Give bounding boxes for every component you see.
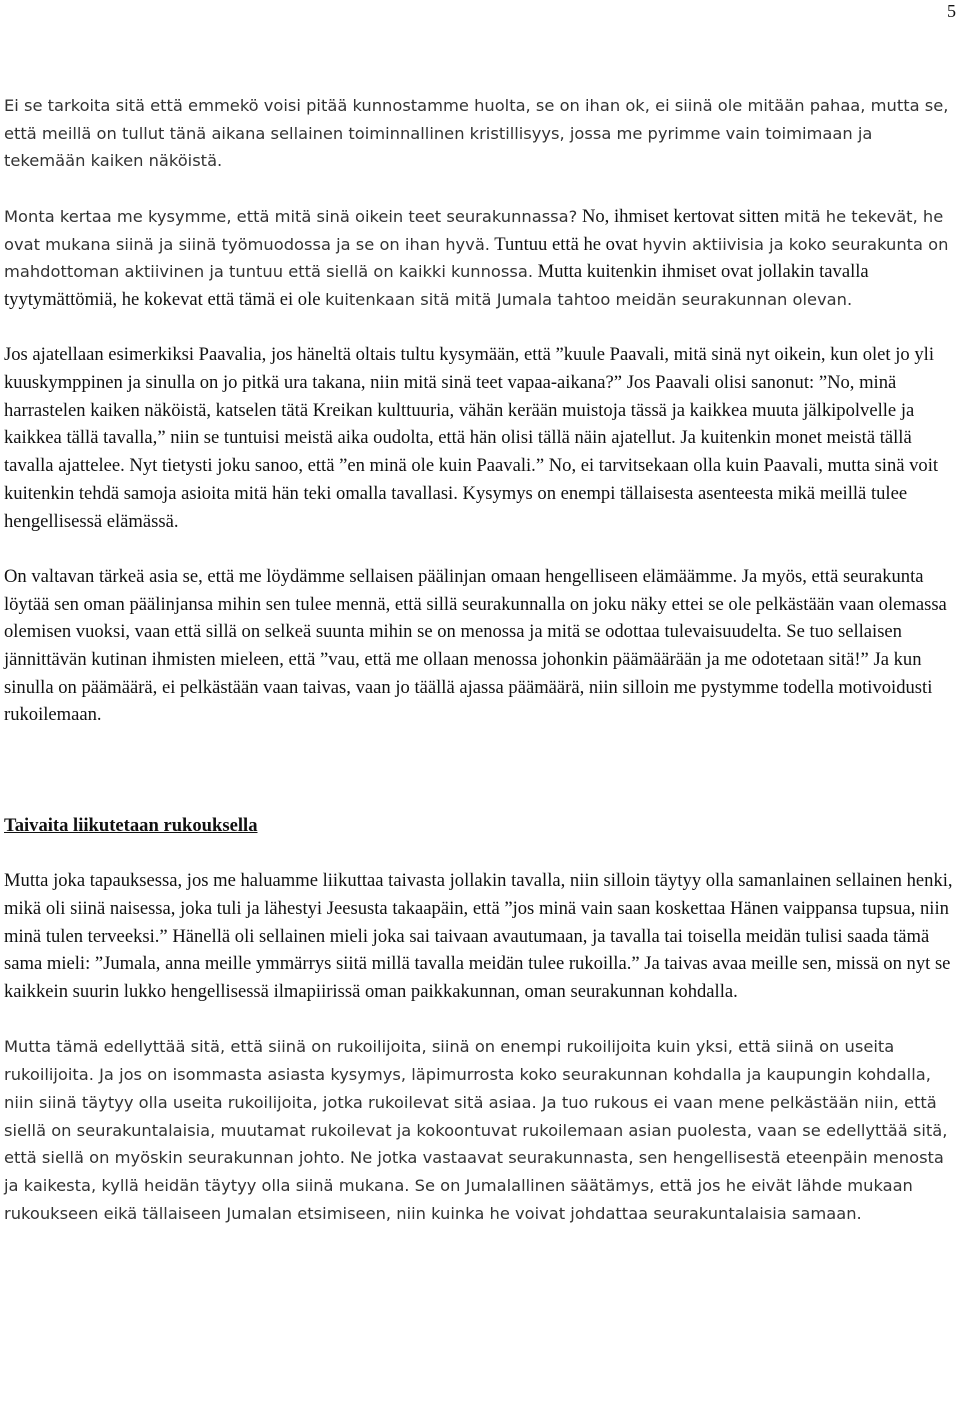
text-run: No, ihmiset kertovat sitten: [577, 205, 784, 227]
paragraph: [4, 203, 958, 314]
paragraph: [4, 867, 958, 1006]
text-run: Jos ajatellaan esimerkiksi Paavalia, jos häneltä oltais tultu kysymään, että ”kuule Paavali, mitä sinä nyt oikein, kun olet jo yli kuuskymppinen ja sinulla on jo pitkä ura takana, niin mitä sinä teet vapaa-aikana?” Jos Paavali olisi sanonut: ”No, minä harrastelen kaiken näköistä, katselen tätä Kreikan kulttuuria, vähän kerään muistoja tässä ja kaikkea muuta jälkipolvelle ja kaikkea tällä tavalla,” niin se tuntuisi meistä aika oudolta, että hän olisi tällä näin ajatellut. Ja kuitenkin monet meistä tällä tavalla ajattelee. Nyt tietysti joku sanoo, että ”en minä ole kuin Paavali.” No, ei tarvitsekaan olla kuin Paavali, mutta sinä voit kuitenkin tehdä samoja asioita mitä hän teki omalla tavallasi. Kysymys on enempi tällaisesta asenteesta mikä meillä tulee hengellisessä elämässä.: [4, 344, 939, 532]
text-run: Mutta tämä edellyttää sitä, että siinä on rukoilijoita, siinä on enempi rukoilijoita kuin yksi, että siinä on useita rukoilijoita. Ja jos on isommasta asiasta kysymys, läpimurrosta koko seurakunnan kohdalla ja kaupungin kohdalla, niin siinä täytyy olla useita rukoilijoita, jotka rukoilevat sitä asiaa. Ja tuo rukous ei vaan mene pelkästään niin, että siellä on seurakuntalaisia, muutamat rukoilevat ja kokoontuvat rukoilemaan asian puolesta, vaan se edellyttää sitä, että siellä on myöskin seurakunnan johto. Ne jotka vastaavat seurakunnasta, sen hengellisestä eteenpäin menosta ja kaikesta, kyllä heidän täytyy olla siinä mukana. Se on Jumalallinen säätämys, että jos he eivät lähde mukaan rukoukseen eikä tällaiseen Jumalan etsimiseen, niin kuinka he voivat johdattaa seurakuntalaisia samaan.: [4, 1037, 948, 1223]
section-heading: Taivaita liikutetaan rukouksella: [4, 814, 258, 836]
paragraph: [4, 563, 958, 729]
section-spacer: [4, 757, 958, 812]
text-run: Ei se tarkoita sitä että emmekö voisi pitää kunnostamme huolta, se on ihan ok, ei siinä ole mitään pahaa, mutta se, että meillä on tullut tänä aikana sellainen toiminnallinen kristillisyys, jossa me pyrimme vain toimimaan ja tekemään kaiken näköistä.: [4, 96, 949, 171]
text-run: On valtavan tärkeä asia se, että me löydämme sellaisen päälinjan omaan hengelliseen elämäämme. Ja myös, että seurakunta löytää sen oman päälinjansa mihin sen tulee mennä, että sillä seurakunnalla on joku näky ettei se ole pelkästään vaan olemassa olemisen vuoksi, vaan että sillä on selkeä suunta mihin se on menossa ja mitä se odottaa tulevaisuudelta. Se tuo sellaisen jännittävän kutinan ihmisten mieleen, että ”vau, että me ollaan menossa johonkin päämäärään ja me odotetaan sitä!” Ja kun sinulla on päämäärä, ei pelkästään vaan taivas, vaan jo täällä ajassa päämäärä, niin silloin me pystymme todella motivoidusti rukoilemaan.: [4, 565, 947, 726]
text-run: mitä he tekevät, he ovat mukana siinä ja siinä työmuodossa ja se on ihan hyvä.: [4, 206, 944, 254]
paragraph: [4, 92, 958, 175]
paragraph: [4, 1033, 958, 1227]
text-run: Monta kertaa me kysymme, että mitä sinä oikein teet seurakunnassa?: [4, 206, 578, 226]
page-number: 5: [947, 1, 956, 21]
text-run: kuitenkaan sitä mitä Jumala tahtoo meidän seurakunnan olevan.: [325, 289, 853, 309]
document-body: [4, 92, 958, 1255]
paragraph: [4, 341, 958, 535]
text-run: Mutta kuitenkin ihmiset ovat jollakin tavalla tyytymättömiä, he kokevat että tämä ei ole: [4, 261, 869, 310]
text-run: Tuntuu että he ovat: [489, 233, 643, 255]
text-run: Mutta joka tapauksessa, jos me haluamme liikuttaa taivasta jollakin tavalla, niin silloin täytyy olla samanlainen sellainen henki, mikä oli siinä naisessa, joka tuli ja lähestyi Jeesusta takaapäin, että ”jos minä vain saan koskettaa Hänen vaippansa tupsua, niin minä tulen terveeksi.” Hänellä oli sellainen mieli joka sai taivaan avautumaan, ja tavalla tai toisella meidän tulisi saada tämä sama mieli: ”Jumala, anna meille ymmärrys siitä millä tavalla meidän tulee rukoilla.” Ja taivas avaa meille sen, missä on nyt se kaikkein suurin lukko hengellisessä ilmapiirissä oman paikkakunnan, oman seurakunnan kohdalla.: [4, 870, 953, 1003]
paragraphs-before: [4, 92, 958, 729]
paragraphs-after: [4, 867, 958, 1227]
text-run: hyvin aktiivisia ja koko seurakunta on mahdottoman aktiivinen ja tuntuu että siellä on kaikki kunnossa.: [4, 234, 949, 282]
